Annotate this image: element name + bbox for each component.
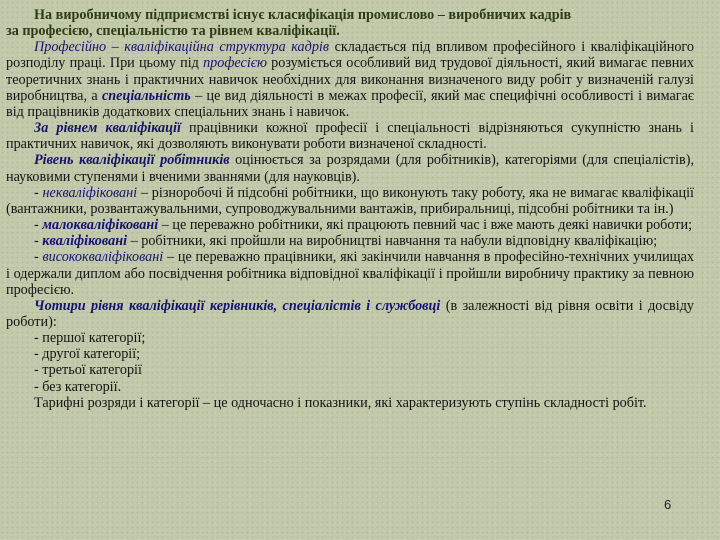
- paragraph-four-levels: [6, 298, 694, 330]
- category-term: некваліфіковані: [42, 184, 138, 201]
- paragraph-final: Тарифні розряди і категорії – це одночасно і показники, які характеризують ступінь складності робіт.: [34, 394, 647, 411]
- category-item: [6, 217, 694, 233]
- category-text: – робітники, які пройшли на виробництві навчання та набули відповідну кваліфікацію;: [127, 233, 658, 250]
- heading-line-2: за професією, спеціальністю та рівнем кваліфікації.: [6, 23, 340, 40]
- term-structure: Професійно – кваліфікаційна структура кадрів: [34, 39, 330, 56]
- text-structure-2: розуміється особливий вид трудової діяльності, який вимагає певних теоретичних знань і практичних навичок необхідних для виконання визначеного виду робіт у визначеній галузі виробництва, а: [6, 55, 694, 104]
- slide-body: [6, 7, 694, 411]
- term-specialty: спеціальність: [101, 87, 191, 104]
- heading: [6, 7, 694, 39]
- text-four-levels: (в залежності від рівня освіти і досвіду роботи):: [6, 297, 695, 330]
- category-prefix: -: [34, 249, 43, 266]
- category-term: малокваліфіковані: [42, 217, 159, 234]
- text-workers: оцінюється за розрядами (для робітників), категоріями (для спеціалістів), науковими ступенями і вченими званнями (для науковців).: [6, 152, 694, 185]
- level-item: - першої категорії;: [34, 330, 146, 347]
- category-term: висококваліфіковані: [42, 249, 164, 266]
- term-workers: Рівень кваліфікації робітників: [34, 152, 230, 169]
- level-item: - другої категорії;: [34, 346, 141, 363]
- paragraph-workers: [6, 152, 694, 184]
- text-structure-1: складається під впливом професійного і кваліфікаційного розподілу праці. При цьому під: [6, 39, 694, 72]
- category-prefix: -: [34, 233, 43, 250]
- paragraph-level: [6, 120, 694, 152]
- level-item: - без категорії.: [34, 378, 122, 395]
- text-structure-3: – це вид діяльності в межах професії, який має специфічні особливості і вимагає від працівників додаткових спеціальних знань і навичок.: [6, 87, 695, 120]
- category-text: – це переважно працівники, які закінчили навчання в професійно-технічних училищах і одержали диплом або посвідчення робітника відповідної кваліфікації і пройшли виробничу практику за певною професією.: [6, 249, 694, 298]
- category-item: [6, 185, 694, 217]
- term-four-levels: Чотири рівня кваліфікації керівників, спеціалістів і службовці: [34, 297, 441, 314]
- level-item: - третьої категорії: [34, 362, 142, 379]
- category-prefix: -: [34, 217, 43, 234]
- text-level: працівники кожної професії і спеціальності відрізняються сукупністю знань і практичних навичок, які дозволяють виконувати роботи визначеної складності.: [6, 120, 694, 153]
- category-prefix: -: [34, 184, 43, 201]
- page-number: 6: [664, 497, 672, 512]
- paragraph-structure: [6, 39, 694, 120]
- category-item: [6, 249, 694, 297]
- category-text: – різноробочі й підсобні робітники, що виконують таку роботу, яка не вимагає кваліфікації (вантажники, розвантажувальними, супроводжувальними вантажів, прибиральниці, підсобні робітники та ін.): [6, 184, 694, 217]
- heading-line-1: На виробничому підприємстві існує класифікація промислово – виробничих кадрів: [34, 7, 572, 23]
- category-text: – це переважно робітники, які працюють певний час і вже мають деякі навички роботи;: [158, 217, 693, 234]
- category-item: [6, 233, 694, 249]
- term-profession: професією: [203, 55, 267, 72]
- term-level: За рівнем кваліфікації: [34, 120, 181, 137]
- category-term: кваліфіковані: [42, 233, 128, 250]
